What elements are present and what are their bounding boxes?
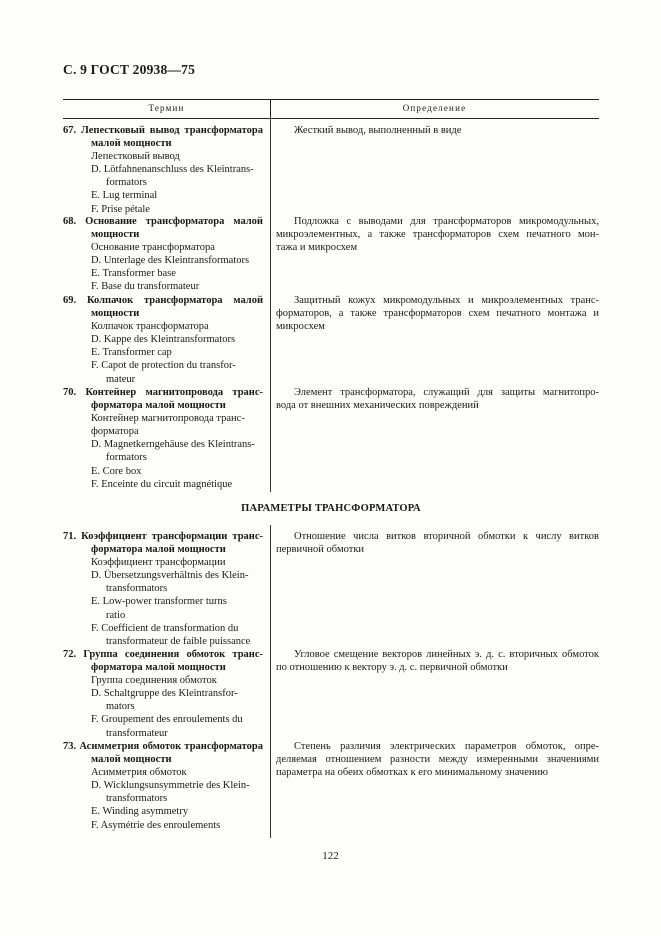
term-foreign: E. Transformer cap <box>91 347 172 359</box>
term-foreign: D. Übersetzungsverhältnis des Klein- <box>91 570 249 582</box>
term-short: форматора <box>91 426 139 438</box>
term-entry-72 <box>63 648 263 740</box>
definition-line: Угловое смещение векторов линейных э. д. с. вторичных обмоток <box>294 649 599 660</box>
definition-line: микросхем <box>276 321 325 333</box>
term-short: Контейнер магнитопровода транс- <box>91 413 245 425</box>
definition-71 <box>276 530 599 556</box>
term-heading: 71. Коэффициент трансформации транс- <box>63 531 263 542</box>
term-entry-69 <box>63 294 263 386</box>
definition-line: вода от внешних механических повреждений <box>276 400 479 412</box>
term-foreign: D. Lötfahnenanschluss des Kleintrans- <box>91 164 254 176</box>
term-heading: форматора малой мощности <box>91 400 226 412</box>
definition-line: параметра на обеих обмотках к его минимальному значению <box>276 767 548 779</box>
definition-line: Отношение числа витков вторичной обмотки к числу витков <box>294 531 599 542</box>
term-heading: форматора малой мощности <box>91 544 226 556</box>
term-heading: 67. Лепестковый вывод трансформатора <box>63 125 263 136</box>
term-entry-70 <box>63 386 263 491</box>
term-heading: мощности <box>91 229 140 241</box>
term-foreign: E. Transformer base <box>91 268 176 280</box>
definition-line: Элемент трансформатора, служащий для защиты магнитопро- <box>294 387 599 398</box>
term-short: Коэффициент трансформации <box>91 557 226 569</box>
term-heading: 70. Контейнер магнитопровода транс- <box>63 387 263 398</box>
definition-line: Степень различия электрических параметров обмоток, опре- <box>294 741 599 752</box>
page-number: 122 <box>322 850 339 862</box>
term-foreign: D. Unterlage des Kleintransformators <box>91 255 250 267</box>
term-entry-73 <box>63 740 263 832</box>
term-entry-67 <box>63 124 263 216</box>
term-foreign: F. Groupement des enroulements du <box>91 714 243 726</box>
definition-line: первичной обмотки <box>276 544 365 556</box>
definition-line: тажа и микросхем <box>276 242 358 254</box>
term-heading: мощности <box>91 308 140 320</box>
term-heading: 72. Группа соединения обмоток транс- <box>63 649 263 660</box>
term-foreign: D. Magnetkerngehäuse des Kleintrans- <box>91 439 255 451</box>
definition-line: форматоров, а также трансформаторов схем печатного монтажа и <box>276 308 599 320</box>
page-title: С. 9 ГОСТ 20938—75 <box>63 62 196 77</box>
definition-67 <box>276 124 599 137</box>
definition-69 <box>276 294 599 333</box>
term-column-header: Термин <box>148 103 185 113</box>
term-foreign: mators <box>106 701 135 713</box>
term-foreign: F. Enceinte du circuit magnétique <box>91 478 233 490</box>
term-foreign: F. Prise pétale <box>91 203 150 215</box>
term-short: Асимметрия обмоток <box>91 767 187 779</box>
term-heading: малой мощности <box>91 138 172 150</box>
term-foreign: E. Winding asymmetry <box>91 806 189 818</box>
term-heading: 69. Колпачок трансформатора малой <box>63 295 263 306</box>
term-short: Лепестковый вывод <box>91 151 180 163</box>
term-heading: малой мощности <box>91 754 172 766</box>
term-short: Колпачок трансформатора <box>91 321 209 333</box>
term-foreign: transformateur de faible puissance <box>106 635 251 647</box>
term-foreign: transformateur <box>106 727 168 739</box>
term-heading: 68. Основание трансформатора малой <box>63 216 263 227</box>
definition-column-header: Определение <box>402 103 467 113</box>
term-foreign: F. Capot de protection du transfor- <box>91 360 236 372</box>
term-heading: 73. Асимметрия обмоток трансформатора <box>63 741 263 752</box>
term-foreign: E. Low-power transformer turns <box>91 596 227 608</box>
term-foreign: ratio <box>106 609 126 621</box>
term-foreign: D. Schaltgruppe des Kleintransfor- <box>91 688 238 700</box>
definition-73 <box>276 740 599 779</box>
definition-72 <box>276 648 599 674</box>
term-foreign: mateur <box>106 373 136 385</box>
term-heading: форматора малой мощности <box>91 662 226 674</box>
term-entry-71 <box>63 530 263 648</box>
term-foreign: D. Kappe des Kleintransformators <box>91 334 236 346</box>
term-foreign: formators <box>106 452 147 464</box>
definition-line: микроэлементных, а также трансформаторов схем печатного мон- <box>276 229 599 241</box>
term-foreign: formators <box>106 177 147 189</box>
term-foreign: transformators <box>106 583 168 595</box>
term-foreign: D. Wicklungsunsymmetrie des Klein- <box>91 780 250 792</box>
term-foreign: E. Lug terminal <box>91 190 158 202</box>
column-header-row <box>63 99 599 119</box>
section-title: ПАРАМЕТРЫ ТРАНСФОРМАТОРА <box>241 503 421 514</box>
definition-70 <box>276 386 599 412</box>
definition-line: Подложка с выводами для трансформаторов микромодульных, <box>294 216 599 227</box>
column-divider <box>270 117 271 492</box>
term-entry-68 <box>63 215 263 294</box>
definition-line: Защитный кожух микромодульных и микроэлементных транс- <box>294 295 599 306</box>
term-foreign: transformators <box>106 793 168 805</box>
definition-68 <box>276 215 599 254</box>
term-short: Группа соединения обмоток <box>91 675 217 687</box>
term-foreign: F. Base du transformateur <box>91 281 200 293</box>
definition-line: Жесткий вывод, выполненный в виде <box>294 125 462 136</box>
term-short: Основание трансформатора <box>91 242 215 254</box>
term-foreign: E. Core box <box>91 465 142 477</box>
term-foreign: F. Asymétrie des enroulements <box>91 819 221 831</box>
column-divider <box>270 525 271 838</box>
definition-line: по отношению к вектору э. д. с. первичной обмотки <box>276 662 508 674</box>
term-foreign: F. Coefficient de transformation du <box>91 622 239 634</box>
definition-line: деляемая отношением разности между измеренными значениями <box>276 754 599 766</box>
